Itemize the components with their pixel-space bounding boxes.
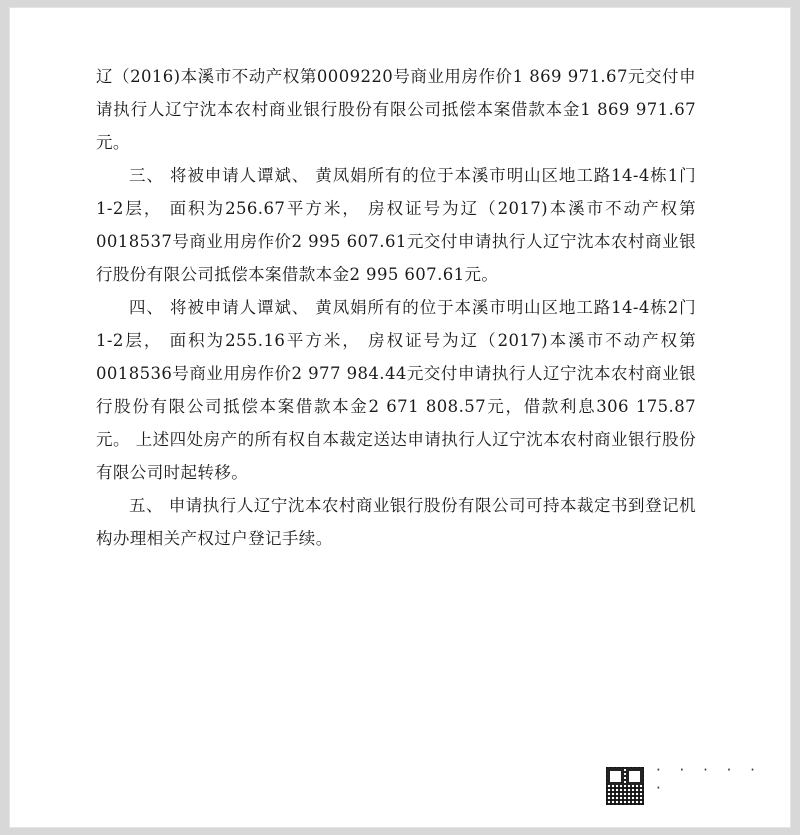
footer-dots: · · · · · · (656, 761, 762, 797)
paragraph-item-four: 四、 将被申请人谭斌、 黄凤娟所有的位于本溪市明山区地工路14-4栋2门1-2层， 面积为255.16平方米， 房权证号为辽（2017)本溪市不动产权第0018536号商业用房作价2 977 984.44元交付申请执行人辽宁沈本农村商业银行股份有限公司抵偿本案借款本金2 671 808.57元，借款利息306 175.87元。 上述四处房产的所有权自本裁定送达申请执行人辽宁沈本农村商业银行股份有限公司时起转移。 (96, 298, 696, 482)
document-page (10, 8, 790, 827)
document-body (96, 60, 696, 555)
paragraph-item-three: 三、 将被申请人谭斌、 黄凤娟所有的位于本溪市明山区地工路14-4栋1门1-2层， 面积为256.67平方米， 房权证号为辽（2017)本溪市不动产权第0018537号商业用房作价2 995 607.61元交付申请执行人辽宁沈本农村商业银行股份有限公司抵偿本案借款本金2 995 607.61元。 (96, 166, 696, 284)
paragraph-continued: 辽（2016)本溪市不动产权第0009220号商业用房作价1 869 971.67元交付申请执行人辽宁沈本农村商业银行股份有限公司抵偿本案借款本金1 869 971.67元。 (96, 67, 696, 152)
paragraph-item-five: 五、 申请执行人辽宁沈本农村商业银行股份有限公司可持本裁定书到登记机构办理相关产权过户登记手续。 (96, 496, 696, 548)
page-footer (10, 761, 790, 809)
qr-code-icon (606, 767, 644, 805)
